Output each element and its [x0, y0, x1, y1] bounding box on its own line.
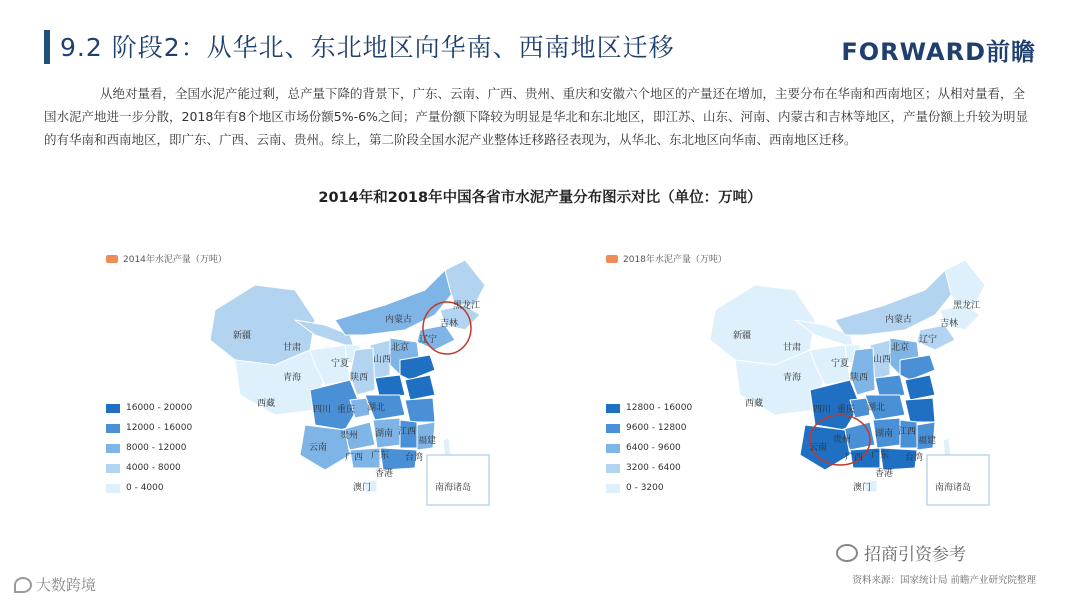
scale-swatch — [106, 464, 120, 473]
region-xinjiang — [210, 285, 315, 365]
label-jilin: 吉林 — [440, 319, 459, 329]
label-xinjiang: 新疆 — [233, 331, 252, 341]
scale-label: 8000 - 12000 — [126, 443, 187, 453]
china-map-2014 — [195, 250, 505, 510]
chart-title: 2014年和2018年中国各省市水泥产量分布图示对比（单位：万吨） — [318, 190, 762, 206]
label-heilongjiang: 黑龙江 — [953, 301, 981, 311]
region-zhejiang — [905, 398, 935, 422]
region-neimenggu — [335, 270, 455, 335]
legend-label: 2018年水泥产量（万吨） — [623, 255, 727, 265]
scale-label: 0 - 4000 — [126, 483, 164, 493]
label-xizang: 西藏 — [745, 399, 764, 409]
logo-en: FORWARD — [841, 38, 986, 66]
scale-label: 16000 - 20000 — [126, 403, 193, 413]
label-gansu: 甘肃 — [283, 343, 302, 353]
label-jilin: 吉林 — [940, 319, 959, 329]
region-jiangsu — [405, 375, 435, 400]
source-note: 资料来源：国家统计局 前瞻产业研究院整理 — [852, 575, 1036, 586]
label-hubei: 湖北 — [867, 403, 886, 413]
scale-swatch — [106, 404, 120, 413]
china-map-2018 — [695, 250, 1005, 510]
wechat-icon — [836, 544, 858, 562]
scale-2014 — [106, 398, 192, 498]
region-zhejiang — [405, 398, 435, 422]
scale-row — [106, 458, 192, 478]
label-chongqing: 重庆 — [837, 405, 856, 415]
label-ningxia: 宁夏 — [331, 359, 350, 369]
scale-swatch — [106, 484, 120, 493]
label-guangxi: 广西 — [845, 453, 864, 463]
watermark-text: 大数跨境 — [36, 576, 97, 594]
scale-swatch — [606, 444, 620, 453]
scale-row — [106, 438, 192, 458]
label-heilongjiang: 黑龙江 — [453, 301, 481, 311]
scale-label: 12800 - 16000 — [626, 403, 693, 413]
label-sichuan: 四川 — [313, 405, 332, 415]
wechat-text: 招商引资参考 — [864, 545, 966, 565]
label-fujian: 福建 — [418, 436, 437, 446]
scale-row — [106, 398, 192, 418]
label-xianggang: 香港 — [375, 469, 394, 479]
legend-label: 2014年水泥产量（万吨） — [123, 255, 227, 265]
label-qinghai: 青海 — [283, 373, 302, 383]
region-jiangsu — [905, 375, 935, 400]
label-yunnan: 云南 — [809, 443, 828, 453]
region-xinjiang — [710, 285, 815, 365]
scale-2018 — [606, 398, 692, 498]
scale-label: 6400 - 9600 — [626, 443, 681, 453]
label-xinjiang: 新疆 — [733, 331, 752, 341]
label-taiwan: 台湾 — [405, 453, 424, 463]
legend-dot-icon — [106, 255, 118, 263]
label-hubei: 湖北 — [367, 403, 386, 413]
brand-logo — [841, 32, 1036, 67]
label-aomen: 澳门 — [853, 483, 872, 493]
scale-label: 12000 - 16000 — [126, 423, 193, 433]
label-chongqing: 重庆 — [337, 405, 356, 415]
scale-label: 0 - 3200 — [626, 483, 664, 493]
region-heilongjiang — [445, 260, 485, 305]
label-jiangxi: 江西 — [898, 427, 917, 437]
scale-row — [606, 458, 692, 478]
label-gansu: 甘肃 — [783, 343, 802, 353]
label-xizang: 西藏 — [257, 399, 276, 409]
label-shaanxi: 陕西 — [350, 373, 369, 383]
nanhai-inset — [927, 455, 989, 505]
label-nanhai: 南海诸岛 — [435, 483, 472, 493]
scale-label: 9600 - 12800 — [626, 423, 687, 433]
wechat-watermark — [836, 540, 966, 565]
label-shanxi: 山西 — [373, 355, 392, 365]
label-beijing: 北京 — [891, 343, 910, 353]
label-nanhai: 南海诸岛 — [935, 483, 972, 493]
region-shaanxi — [850, 348, 875, 395]
label-liaoning: 辽宁 — [419, 335, 438, 345]
logo-cn: 前瞻 — [986, 38, 1036, 66]
label-taiwan: 台湾 — [905, 453, 924, 463]
nanhai-inset — [427, 455, 489, 505]
label-xianggang: 香港 — [875, 469, 894, 479]
label-yunnan: 云南 — [309, 443, 328, 453]
label-guangxi: 广西 — [345, 453, 364, 463]
label-ningxia: 宁夏 — [831, 359, 850, 369]
label-sichuan: 四川 — [813, 405, 832, 415]
region-shaanxi — [350, 348, 375, 395]
label-hunan: 湖南 — [375, 429, 394, 439]
label-jiangxi: 江西 — [398, 427, 417, 437]
scale-swatch — [606, 404, 620, 413]
label-guizhou: 贵州 — [833, 435, 852, 445]
watermark-logo-icon — [14, 577, 32, 593]
legend-dot-icon — [606, 255, 618, 263]
scale-row — [606, 438, 692, 458]
intro-paragraph: 从绝对量看，全国水泥产能过剩，总产量下降的背景下，广东、云南、广西、贵州、重庆和安徽六个地区的产量还在增加，主要分布在华南和西南地区；从相对量看，全国水泥产地进一步分散，2018年有8个地区市场份额5%-6%之间；产量份额下降较为明显是华北和东北地区，即江苏、山东、河南、内蒙古和吉林等地区，产量份额上升较为明显的有华南和西南地区，即广东、广西、云南、贵州。综上，第二阶段全国水泥产业整体迁移路径表现为，从华北、东北地区向华南、西南地区迁移。 — [44, 86, 1028, 147]
label-guangdong: 广东 — [871, 451, 890, 461]
label-qinghai: 青海 — [783, 373, 802, 383]
scale-label: 3200 - 6400 — [626, 463, 681, 473]
bottom-watermark — [14, 574, 96, 595]
scale-swatch — [106, 444, 120, 453]
label-guangdong: 广东 — [371, 451, 390, 461]
label-neimenggu: 内蒙古 — [385, 315, 413, 325]
region-heilongjiang — [945, 260, 985, 305]
label-guizhou: 贵州 — [340, 431, 359, 441]
region-neimenggu — [835, 270, 955, 335]
scale-row — [106, 418, 192, 438]
scale-row — [606, 418, 692, 438]
scale-row — [606, 478, 692, 498]
label-beijing: 北京 — [391, 343, 410, 353]
scale-label: 4000 - 8000 — [126, 463, 181, 473]
scale-swatch — [606, 484, 620, 493]
scale-swatch — [106, 424, 120, 433]
title-accent-bar — [44, 30, 50, 64]
scale-row — [106, 478, 192, 498]
scale-swatch — [606, 464, 620, 473]
label-shaanxi: 陕西 — [850, 373, 869, 383]
label-hunan: 湖南 — [875, 429, 894, 439]
label-neimenggu: 内蒙古 — [885, 315, 913, 325]
scale-swatch — [606, 424, 620, 433]
label-liaoning: 辽宁 — [919, 335, 938, 345]
label-aomen: 澳门 — [353, 483, 372, 493]
page-title: 9.2 阶段2：从华北、东北地区向华南、西南地区迁移 — [60, 33, 675, 62]
scale-row — [606, 398, 692, 418]
label-shanxi: 山西 — [873, 355, 892, 365]
label-fujian: 福建 — [918, 436, 937, 446]
